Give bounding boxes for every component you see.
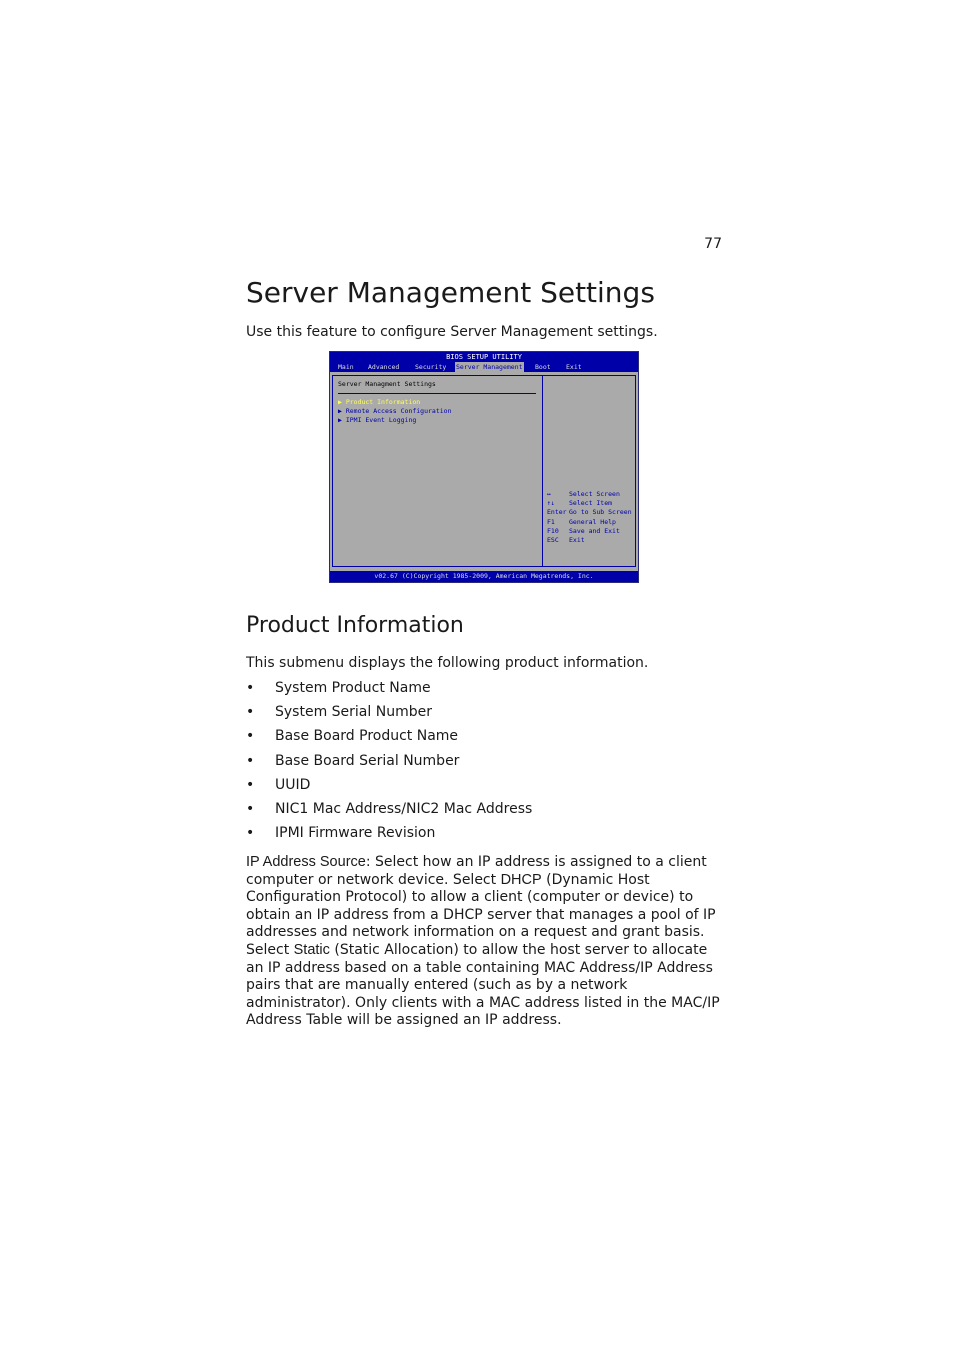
bios-tab-exit[interactable]: Exit [566,363,582,371]
bios-help-action: Go to Sub Screen [569,508,632,517]
list-item [246,702,532,726]
bios-panel-heading: Server Managment Settings [338,380,436,388]
bios-item-remote-access-configuration[interactable]: ▶ Remote Access Configuration [338,407,452,416]
bios-screenshot [329,351,639,583]
paragraph-text: : Select how an IP address is assigned to a client computer or network device. Select [246,854,707,888]
bullet-icon: • [246,752,255,769]
term-ip-address-source: IP Address Source [246,854,366,870]
bios-help-legend [547,490,632,545]
bios-help-row [547,527,632,536]
bios-help-action: Select Item [569,499,613,508]
list-item-text: System Serial Number [275,704,432,721]
bios-tab-boot[interactable]: Boot [535,363,551,371]
list-item [246,775,532,799]
bullet-icon: • [246,680,255,696]
list-item-text: Base Board Serial Number [275,752,460,769]
bios-help-row [547,518,632,527]
product-info-list [246,678,532,847]
bios-tab-main[interactable]: Main [338,363,354,371]
bullet-icon: • [246,776,255,793]
bios-help-key: ESC [547,536,559,545]
list-item-text: IPMI Firmware Revision [275,825,436,842]
section-title: Product Information [246,613,464,638]
bios-tab-server-management[interactable]: Server Management [456,363,523,371]
bios-help-action: Select Screen [569,490,620,498]
paragraph-text: (Dynamic Host Configuration Protocol) to allow a client (computer or device) to obtain an IP address from a DHCP server that manages a pool of IP addresses and network information on a request and grant basis. Select [246,871,716,958]
bios-main-panel [332,375,636,567]
list-item [246,823,532,847]
list-item [246,726,532,750]
page-title: Server Management Settings [246,276,655,309]
page-number: 77 [704,236,722,252]
bios-help-row [547,499,632,508]
bullet-icon: • [246,704,255,721]
list-item-text: NIC1 Mac Address/NIC2 Mac Address [275,800,533,817]
ip-address-source-paragraph [246,854,726,1030]
list-item [246,799,532,823]
bios-help-row [547,490,632,499]
bios-footer-copyright: v02.67 (C)Copyright 1985-2009, American Megatrends, Inc. [330,571,638,582]
list-item-text: System Product Name [275,680,431,696]
bios-help-key: F10 [547,526,559,535]
bios-title-bar: BIOS SETUP UTILITY [330,352,638,362]
bios-menu-bar [330,362,638,372]
section-intro: This submenu displays the following product information. [246,655,649,671]
bullet-icon: • [246,825,255,842]
bios-item-product-information[interactable]: ▶ Product Information [338,398,421,406]
bios-menu-items [338,398,452,426]
bios-help-key: ↑↓ [547,499,555,508]
bios-help-key: F1 [547,517,555,526]
bios-help-action: Save and Exit [569,526,620,535]
bullet-icon: • [246,800,255,817]
bios-help-key: Enter [547,508,567,517]
bios-help-key: ↔ [547,490,551,498]
list-item-text: UUID [275,776,311,793]
bios-tab-security[interactable]: Security [415,363,447,371]
bullet-icon: • [246,728,255,745]
bios-help-row [547,508,632,517]
paragraph-text: (Static Allocation) to allow the host server to allocate an IP address based on a table containing MAC Address/IP Address pairs that are manually entered (such as by a network administrator). Only clients with a MAC address listed in the MAC/IP Address Table will be assigned an IP address. [246,941,720,1029]
list-item [246,678,532,702]
bios-help-action: General Help [569,517,616,526]
list-item-text: Base Board Product Name [275,728,459,745]
bios-help-action: Exit [569,536,585,545]
bios-heading-rule [338,393,536,394]
term-static: Static [293,941,330,958]
list-item [246,751,532,775]
bios-item-ipmi-event-logging[interactable]: ▶ IPMI Event Logging [338,416,417,425]
bios-panel-divider [542,376,543,566]
page-intro: Use this feature to configure Server Management settings. [246,324,658,340]
term-dhcp: DHCP [500,871,542,888]
bios-help-row [547,536,632,545]
bios-tab-advanced[interactable]: Advanced [368,363,400,371]
